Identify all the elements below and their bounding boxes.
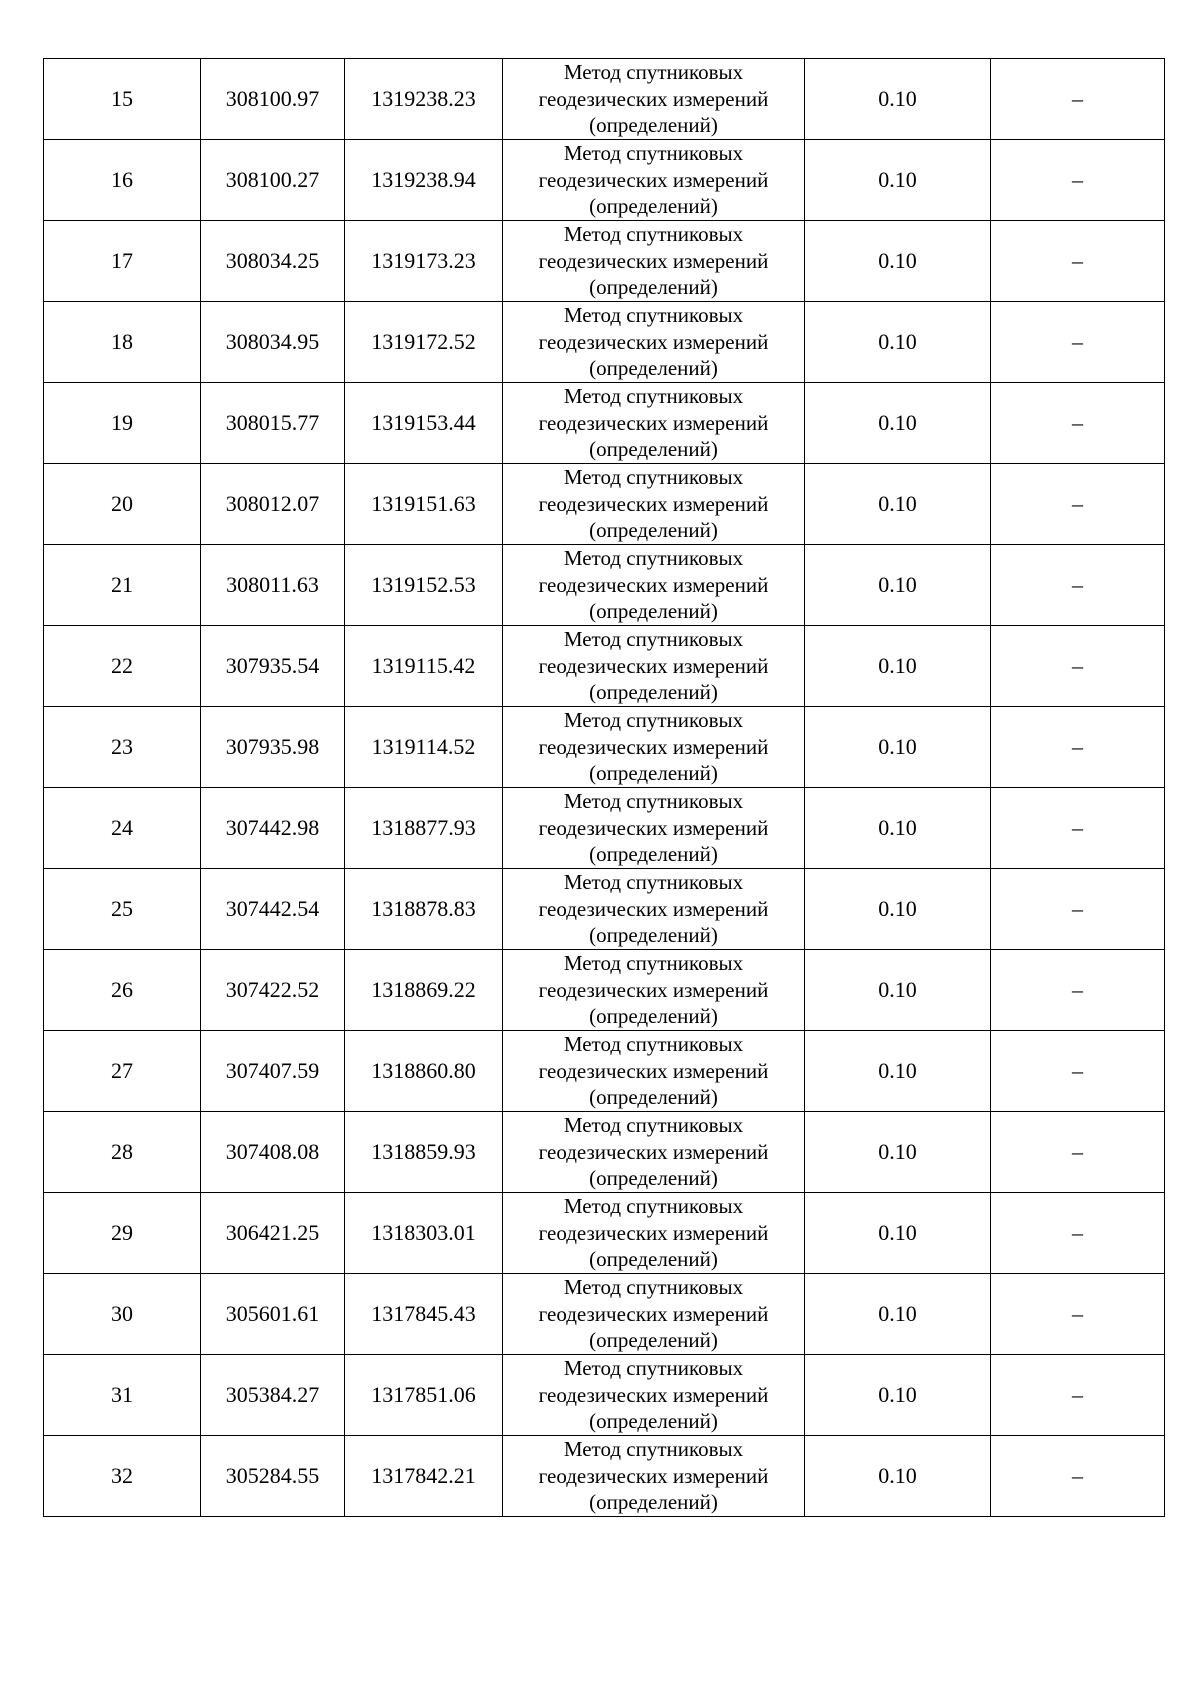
method-text-line: геодезических измерений bbox=[538, 653, 769, 678]
method-cell bbox=[503, 302, 805, 383]
table-row bbox=[44, 464, 1165, 545]
note-cell: – bbox=[991, 59, 1165, 140]
method-text-line: (определений) bbox=[589, 113, 718, 138]
x-coordinate-cell: 308100.97 bbox=[201, 59, 345, 140]
y-coordinate-cell: 1319238.94 bbox=[345, 140, 503, 221]
accuracy-cell: 0.10 bbox=[805, 383, 991, 464]
note-cell: – bbox=[991, 869, 1165, 950]
method-text-line: Метод спутниковых bbox=[563, 303, 744, 328]
accuracy-cell: 0.10 bbox=[805, 1274, 991, 1355]
method-text-line: геодезических измерений bbox=[538, 572, 769, 597]
note-cell: – bbox=[991, 950, 1165, 1031]
method-text-line: геодезических измерений bbox=[538, 815, 769, 840]
method-cell bbox=[503, 626, 805, 707]
x-coordinate-cell: 308015.77 bbox=[201, 383, 345, 464]
note-cell: – bbox=[991, 1193, 1165, 1274]
x-coordinate-cell: 307408.08 bbox=[201, 1112, 345, 1193]
method-text-line: (определений) bbox=[589, 842, 718, 867]
note-cell: – bbox=[991, 383, 1165, 464]
table-row bbox=[44, 545, 1165, 626]
accuracy-cell: 0.10 bbox=[805, 464, 991, 545]
method-text-line: (определений) bbox=[589, 1004, 718, 1029]
x-coordinate-cell: 305601.61 bbox=[201, 1274, 345, 1355]
method-cell bbox=[503, 1436, 805, 1517]
note-cell: – bbox=[991, 707, 1165, 788]
method-text-line: Метод спутниковых bbox=[563, 1194, 744, 1219]
method-cell bbox=[503, 545, 805, 626]
table-row bbox=[44, 221, 1165, 302]
method-text-line: (определений) bbox=[589, 761, 718, 786]
point-number-cell: 27 bbox=[44, 1031, 201, 1112]
y-coordinate-cell: 1318877.93 bbox=[345, 788, 503, 869]
x-coordinate-cell: 306421.25 bbox=[201, 1193, 345, 1274]
y-coordinate-cell: 1319238.23 bbox=[345, 59, 503, 140]
coordinates-table bbox=[43, 58, 1165, 1517]
point-number-cell: 26 bbox=[44, 950, 201, 1031]
method-text-line: геодезических измерений bbox=[538, 1463, 769, 1488]
method-cell bbox=[503, 221, 805, 302]
method-text-line: Метод спутниковых bbox=[563, 1113, 744, 1138]
point-number-cell: 20 bbox=[44, 464, 201, 545]
method-text-line: геодезических измерений bbox=[538, 896, 769, 921]
point-number-cell: 28 bbox=[44, 1112, 201, 1193]
point-number-cell: 18 bbox=[44, 302, 201, 383]
note-cell: – bbox=[991, 1355, 1165, 1436]
method-text-line: Метод спутниковых bbox=[563, 384, 744, 409]
method-text-line: геодезических измерений bbox=[538, 1058, 769, 1083]
y-coordinate-cell: 1317842.21 bbox=[345, 1436, 503, 1517]
accuracy-cell: 0.10 bbox=[805, 59, 991, 140]
method-cell bbox=[503, 950, 805, 1031]
table-row bbox=[44, 1274, 1165, 1355]
point-number-cell: 30 bbox=[44, 1274, 201, 1355]
method-text-line: Метод спутниковых bbox=[563, 141, 744, 166]
method-text-line: геодезических измерений bbox=[538, 491, 769, 516]
method-text-line: (определений) bbox=[589, 518, 718, 543]
x-coordinate-cell: 307935.54 bbox=[201, 626, 345, 707]
y-coordinate-cell: 1319153.44 bbox=[345, 383, 503, 464]
method-text-line: Метод спутниковых bbox=[563, 1356, 744, 1381]
coordinates-table-body bbox=[44, 59, 1165, 1517]
accuracy-cell: 0.10 bbox=[805, 950, 991, 1031]
y-coordinate-cell: 1319152.53 bbox=[345, 545, 503, 626]
method-text-line: Метод спутниковых bbox=[563, 708, 744, 733]
method-text-line: геодезических измерений bbox=[538, 329, 769, 354]
method-cell bbox=[503, 1193, 805, 1274]
point-number-cell: 17 bbox=[44, 221, 201, 302]
method-text-line: Метод спутниковых bbox=[563, 1437, 744, 1462]
method-text-line: геодезических измерений bbox=[538, 1382, 769, 1407]
method-cell bbox=[503, 1274, 805, 1355]
point-number-cell: 31 bbox=[44, 1355, 201, 1436]
y-coordinate-cell: 1317845.43 bbox=[345, 1274, 503, 1355]
accuracy-cell: 0.10 bbox=[805, 545, 991, 626]
y-coordinate-cell: 1319114.52 bbox=[345, 707, 503, 788]
method-text-line: Метод спутниковых bbox=[563, 465, 744, 490]
x-coordinate-cell: 308012.07 bbox=[201, 464, 345, 545]
method-cell bbox=[503, 140, 805, 221]
note-cell: – bbox=[991, 140, 1165, 221]
note-cell: – bbox=[991, 1112, 1165, 1193]
accuracy-cell: 0.10 bbox=[805, 1031, 991, 1112]
method-text-line: (определений) bbox=[589, 1328, 718, 1353]
table-row bbox=[44, 626, 1165, 707]
x-coordinate-cell: 305284.55 bbox=[201, 1436, 345, 1517]
method-text-line: (определений) bbox=[589, 1409, 718, 1434]
method-text-line: (определений) bbox=[589, 194, 718, 219]
point-number-cell: 25 bbox=[44, 869, 201, 950]
method-cell bbox=[503, 1355, 805, 1436]
table-row bbox=[44, 140, 1165, 221]
table-row bbox=[44, 869, 1165, 950]
method-text-line: Метод спутниковых bbox=[563, 789, 744, 814]
note-cell: – bbox=[991, 1031, 1165, 1112]
method-text-line: Метод спутниковых bbox=[563, 60, 744, 85]
x-coordinate-cell: 305384.27 bbox=[201, 1355, 345, 1436]
method-text-line: геодезических измерений bbox=[538, 1139, 769, 1164]
method-text-line: (определений) bbox=[589, 356, 718, 381]
x-coordinate-cell: 307407.59 bbox=[201, 1031, 345, 1112]
method-cell bbox=[503, 1112, 805, 1193]
x-coordinate-cell: 307442.98 bbox=[201, 788, 345, 869]
method-text-line: геодезических измерений bbox=[538, 734, 769, 759]
x-coordinate-cell: 308100.27 bbox=[201, 140, 345, 221]
accuracy-cell: 0.10 bbox=[805, 626, 991, 707]
method-cell bbox=[503, 383, 805, 464]
accuracy-cell: 0.10 bbox=[805, 1193, 991, 1274]
note-cell: – bbox=[991, 302, 1165, 383]
method-cell bbox=[503, 788, 805, 869]
method-text-line: (определений) bbox=[589, 1490, 718, 1515]
accuracy-cell: 0.10 bbox=[805, 221, 991, 302]
note-cell: – bbox=[991, 221, 1165, 302]
point-number-cell: 15 bbox=[44, 59, 201, 140]
method-text-line: (определений) bbox=[589, 1247, 718, 1272]
note-cell: – bbox=[991, 1436, 1165, 1517]
accuracy-cell: 0.10 bbox=[805, 140, 991, 221]
method-text-line: геодезических измерений bbox=[538, 1220, 769, 1245]
accuracy-cell: 0.10 bbox=[805, 1436, 991, 1517]
point-number-cell: 23 bbox=[44, 707, 201, 788]
y-coordinate-cell: 1318878.83 bbox=[345, 869, 503, 950]
point-number-cell: 21 bbox=[44, 545, 201, 626]
y-coordinate-cell: 1319151.63 bbox=[345, 464, 503, 545]
y-coordinate-cell: 1318860.80 bbox=[345, 1031, 503, 1112]
table-row bbox=[44, 1031, 1165, 1112]
method-text-line: Метод спутниковых bbox=[563, 951, 744, 976]
accuracy-cell: 0.10 bbox=[805, 1112, 991, 1193]
method-text-line: геодезических измерений bbox=[538, 167, 769, 192]
note-cell: – bbox=[991, 788, 1165, 869]
accuracy-cell: 0.10 bbox=[805, 788, 991, 869]
point-number-cell: 29 bbox=[44, 1193, 201, 1274]
note-cell: – bbox=[991, 464, 1165, 545]
y-coordinate-cell: 1319115.42 bbox=[345, 626, 503, 707]
method-text-line: (определений) bbox=[589, 437, 718, 462]
y-coordinate-cell: 1318869.22 bbox=[345, 950, 503, 1031]
point-number-cell: 32 bbox=[44, 1436, 201, 1517]
method-text-line: (определений) bbox=[589, 275, 718, 300]
table-row bbox=[44, 1112, 1165, 1193]
accuracy-cell: 0.10 bbox=[805, 869, 991, 950]
y-coordinate-cell: 1319173.23 bbox=[345, 221, 503, 302]
method-text-line: (определений) bbox=[589, 923, 718, 948]
x-coordinate-cell: 307935.98 bbox=[201, 707, 345, 788]
y-coordinate-cell: 1317851.06 bbox=[345, 1355, 503, 1436]
method-text-line: (определений) bbox=[589, 680, 718, 705]
method-text-line: Метод спутниковых bbox=[563, 1032, 744, 1057]
y-coordinate-cell: 1318303.01 bbox=[345, 1193, 503, 1274]
note-cell: – bbox=[991, 1274, 1165, 1355]
table-row bbox=[44, 1436, 1165, 1517]
x-coordinate-cell: 307442.54 bbox=[201, 869, 345, 950]
point-number-cell: 16 bbox=[44, 140, 201, 221]
x-coordinate-cell: 307422.52 bbox=[201, 950, 345, 1031]
method-text-line: Метод спутниковых bbox=[563, 870, 744, 895]
method-text-line: Метод спутниковых bbox=[563, 627, 744, 652]
y-coordinate-cell: 1318859.93 bbox=[345, 1112, 503, 1193]
table-row bbox=[44, 302, 1165, 383]
accuracy-cell: 0.10 bbox=[805, 302, 991, 383]
accuracy-cell: 0.10 bbox=[805, 1355, 991, 1436]
x-coordinate-cell: 308034.25 bbox=[201, 221, 345, 302]
table-row bbox=[44, 1193, 1165, 1274]
point-number-cell: 24 bbox=[44, 788, 201, 869]
method-text-line: геодезических измерений bbox=[538, 410, 769, 435]
method-text-line: (определений) bbox=[589, 1166, 718, 1191]
method-text-line: Метод спутниковых bbox=[563, 1275, 744, 1300]
method-cell bbox=[503, 869, 805, 950]
table-row bbox=[44, 707, 1165, 788]
accuracy-cell: 0.10 bbox=[805, 707, 991, 788]
method-text-line: (определений) bbox=[589, 599, 718, 624]
method-text-line: Метод спутниковых bbox=[563, 222, 744, 247]
table-row bbox=[44, 383, 1165, 464]
method-text-line: геодезических измерений bbox=[538, 86, 769, 111]
x-coordinate-cell: 308011.63 bbox=[201, 545, 345, 626]
table-row bbox=[44, 950, 1165, 1031]
method-text-line: геодезических измерений bbox=[538, 248, 769, 273]
note-cell: – bbox=[991, 626, 1165, 707]
x-coordinate-cell: 308034.95 bbox=[201, 302, 345, 383]
point-number-cell: 19 bbox=[44, 383, 201, 464]
method-cell bbox=[503, 59, 805, 140]
method-text-line: (определений) bbox=[589, 1085, 718, 1110]
y-coordinate-cell: 1319172.52 bbox=[345, 302, 503, 383]
method-cell bbox=[503, 707, 805, 788]
method-cell bbox=[503, 1031, 805, 1112]
table-row bbox=[44, 788, 1165, 869]
point-number-cell: 22 bbox=[44, 626, 201, 707]
method-text-line: геодезических измерений bbox=[538, 1301, 769, 1326]
table-row bbox=[44, 1355, 1165, 1436]
method-cell bbox=[503, 464, 805, 545]
method-text-line: Метод спутниковых bbox=[563, 546, 744, 571]
note-cell: – bbox=[991, 545, 1165, 626]
table-row bbox=[44, 59, 1165, 140]
method-text-line: геодезических измерений bbox=[538, 977, 769, 1002]
